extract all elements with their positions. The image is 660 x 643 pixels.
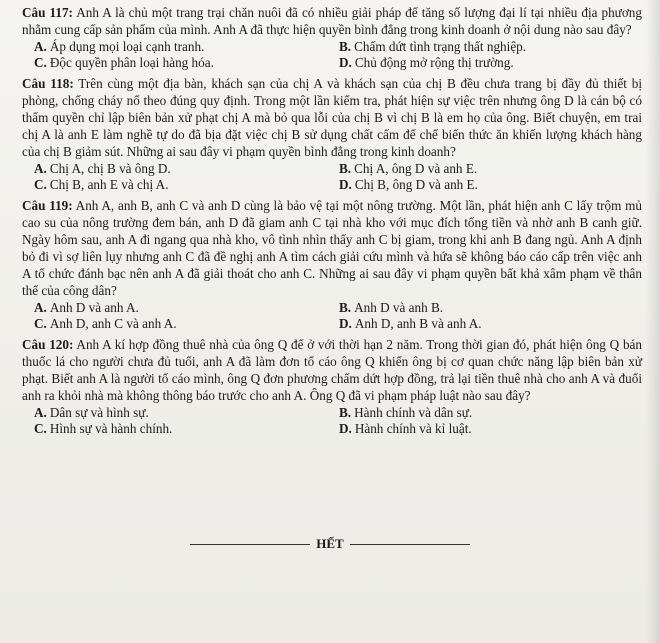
option-d: D. Hành chính và kỉ luật. [339, 421, 472, 436]
option-b: B. Anh D và anh B. [339, 300, 444, 315]
option-d: D. Anh D, anh B và anh A. [339, 316, 482, 331]
option-b: B. Chị A, ông D và anh E. [339, 161, 478, 176]
question-text: Câu 119: Anh A, anh B, anh C và anh D cùng là bảo vệ tại một nông trường. Một lần, phát hiện anh C lấy trộm mủ cao su của nông trường đem bán, anh D đã giam anh C tại nhà kho với mục đích tống tiền và nhờ anh B canh giữ. Ngày hôm sau, anh A đi ngang qua nhà kho, vô tình nhìn thấy anh C bị giam, trong khi anh B đang ngủ. Anh A định bỏ đi vì sợ liên lụy nhưng anh C đã đề nghị anh A tìm cách giải cứu mình và hứa sẽ không báo cáo cấp trên việc anh A tổ chức đánh bạc nên anh A đã giải thoát cho anh C. Những ai sau đây vi phạm quyền bất khả xâm phạm về thân thể của công dân? [22, 198, 643, 298]
end-marker [0, 536, 660, 552]
option-c: C. Độc quyền phân loại hàng hóa. [34, 55, 214, 70]
question-label: Câu 120: [22, 337, 74, 352]
option-a: A. Áp dụng mọi loại cạnh tranh. [34, 39, 205, 54]
question-label: Câu 117: [22, 5, 73, 20]
question-text: Câu 117: Anh A là chủ một trang trại chăn nuôi đã có nhiều giải pháp để tăng số lượng đại lí tại nhiều địa phương nhằm cung cấp sản phẩm của mình. Anh A đã thực hiện quyền bình đẳng trong kinh doanh ở nội dung nào sau đây? [22, 5, 642, 37]
answer-options [22, 161, 642, 193]
option-a: A. Dân sự và hình sự. [34, 405, 149, 420]
question-117 [22, 4, 642, 71]
question-label: Câu 119: [22, 198, 73, 213]
question-label: Câu 118: [22, 76, 74, 91]
answer-options [22, 39, 642, 71]
page-edge-shadow [646, 0, 660, 643]
end-text: HẾT [316, 536, 344, 551]
option-d: D. Chủ động mở rộng thị trường. [339, 55, 514, 70]
option-a: A. Chị A, chị B và ông D. [34, 161, 171, 176]
answer-options [22, 300, 642, 332]
option-d: D. Chị B, ông D và anh E. [339, 177, 478, 192]
question-119 [22, 197, 642, 332]
question-text: Câu 120: Anh A kí hợp đồng thuê nhà của ông Q để ở với thời hạn 2 năm. Trong thời gian đó, phát hiện ông Q bán thuốc lá cho người chưa đủ tuổi, anh A đã làm đơn tố cáo ông Q khiến ông bị cơ quan chức năng lập biên bản xử phạt. Biết anh A là người tố cáo mình, ông Q đơn phương chấm dứt hợp đồng, trả lại tiền thuê nhà cho anh A và đuổi anh ra khỏi nhà mà không thông báo trước cho anh A. Ông Q đã vi phạm pháp luật nào sau đây? [22, 337, 642, 403]
option-b: B. Hành chính và dân sự. [339, 405, 473, 420]
option-a: A. Anh D và anh A. [34, 300, 139, 315]
option-c: C. Chị B, anh E và chị A. [34, 177, 169, 192]
option-c: C. Hình sự và hành chính. [34, 421, 173, 436]
option-c: C. Anh D, anh C và anh A. [34, 316, 177, 331]
question-text: Câu 118: Trên cùng một địa bàn, khách sạn của chị A và khách sạn của chị B đều chưa trang bị đầy đủ thiết bị phòng, chống cháy nổ theo đúng quy định. Trong một lần kiểm tra, phát hiện sự việc trên nhưng ông D là cán bộ có thẩm quyền chỉ lập biên bản xử phạt chị A mà bỏ qua lỗi của chị B vì chị B là em họ của ông. Biết chuyện, em trai chị A là anh E làm nghề tự do đã bịa đặt việc chị B sử dụng chất cấm để chế biến thức ăn khiến lượng khách hàng của chị B giảm sút. Những ai sau đây vi phạm quyền bình đẳng trong kinh doanh? [22, 76, 642, 159]
divider-right [350, 544, 470, 545]
question-118 [22, 75, 642, 193]
option-b: B. Chấm dứt tình trạng thất nghiệp. [339, 39, 527, 54]
question-120 [22, 336, 642, 437]
answer-options [22, 405, 642, 437]
divider-left [190, 544, 310, 545]
